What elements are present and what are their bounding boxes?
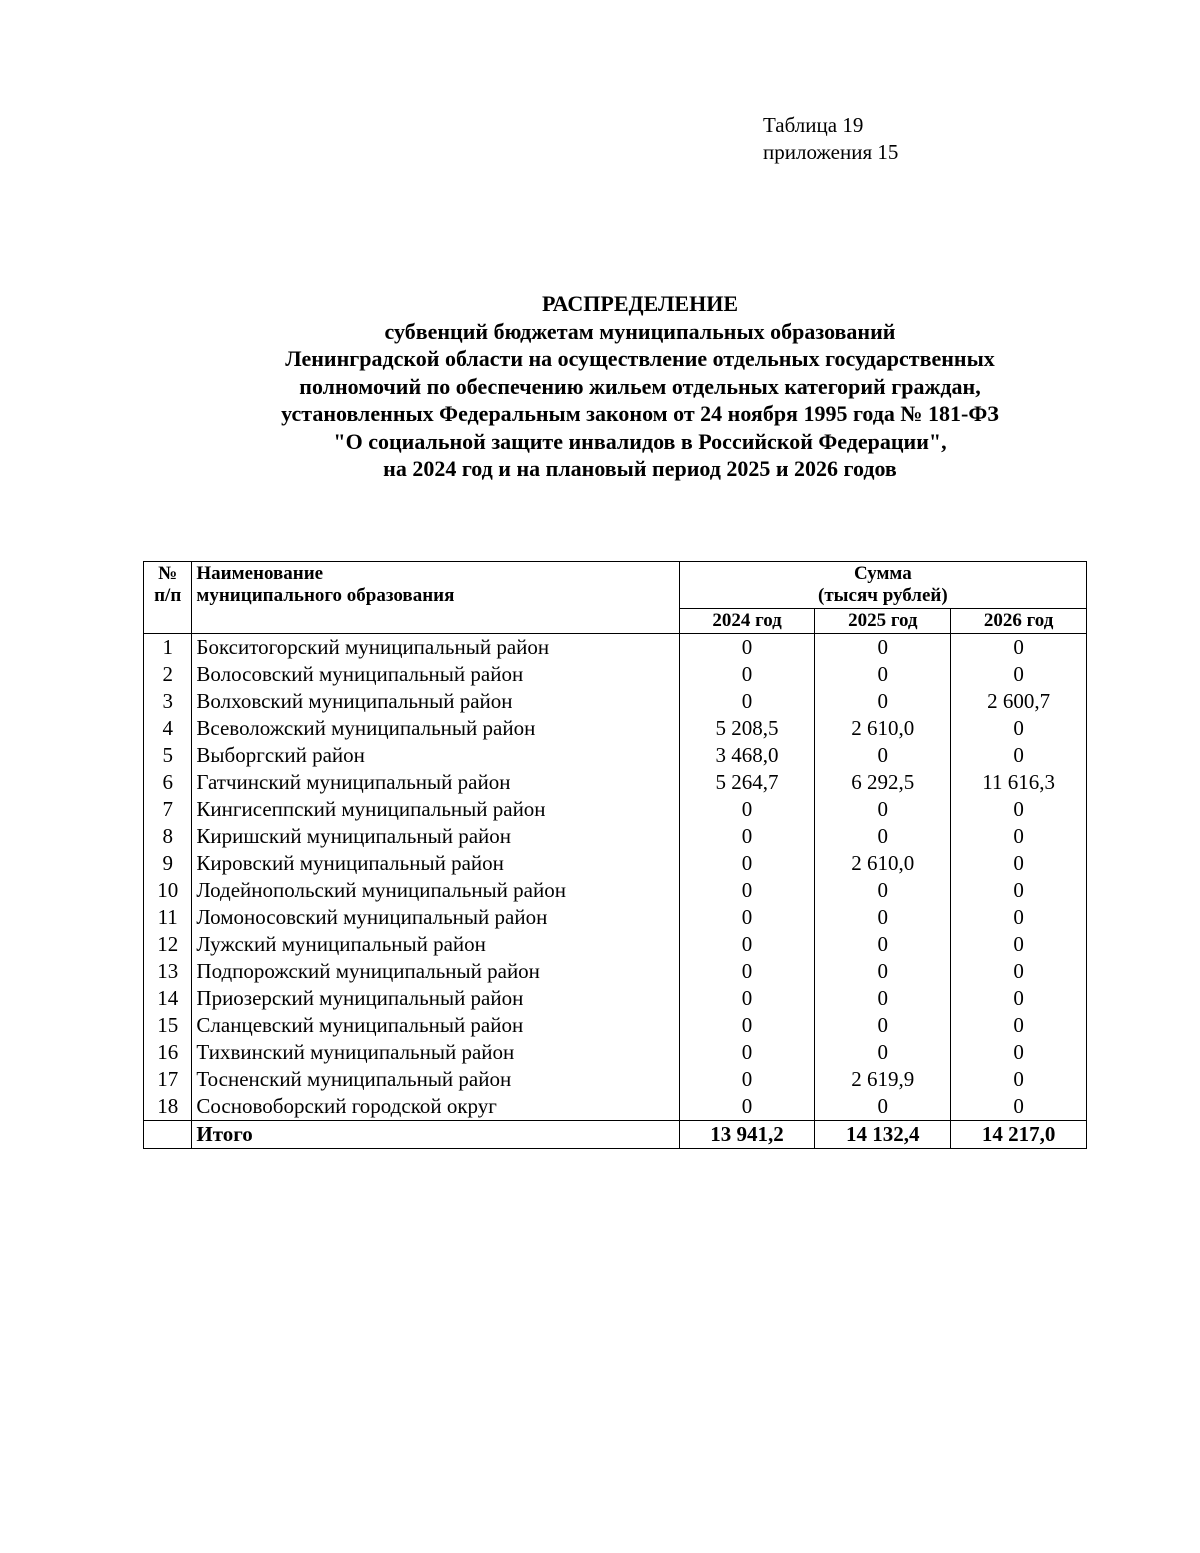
value-2025: 0: [815, 688, 951, 715]
title-line-5: установленных Федеральным законом от 24 ноября 1995 года № 181-ФЗ: [281, 401, 999, 426]
total-2024: 13 941,2: [679, 1121, 815, 1149]
value-2024: 0: [679, 850, 815, 877]
value-2026: 0: [951, 715, 1087, 742]
municipality-name: Кировский муниципальный район: [192, 850, 679, 877]
value-2025: 0: [815, 742, 951, 769]
municipality-name: Тосненский муниципальный район: [192, 1066, 679, 1093]
table-row: [144, 823, 1087, 850]
municipality-name: Сланцевский муниципальный район: [192, 1012, 679, 1039]
row-number: 6: [144, 769, 192, 796]
header-sum-line-1: Сумма: [853, 563, 912, 584]
municipality-name: Кингисеппский муниципальный район: [192, 796, 679, 823]
header-number: [144, 562, 192, 634]
value-2026: 0: [951, 1012, 1087, 1039]
total-number-cell: [144, 1121, 192, 1149]
value-2024: 3 468,0: [679, 742, 815, 769]
value-2025: 0: [815, 1093, 951, 1121]
row-number: 17: [144, 1066, 192, 1093]
municipality-name: Волосовский муниципальный район: [192, 661, 679, 688]
row-number: 7: [144, 796, 192, 823]
table-row: [144, 1039, 1087, 1066]
row-number: 2: [144, 661, 192, 688]
total-2026: 14 217,0: [951, 1121, 1087, 1149]
municipality-name: Ломоносовский муниципальный район: [192, 904, 679, 931]
value-2024: 0: [679, 661, 815, 688]
table-row: [144, 1066, 1087, 1093]
value-2024: 0: [679, 634, 815, 662]
value-2025: 2 610,0: [815, 850, 951, 877]
value-2024: 0: [679, 688, 815, 715]
row-number: 11: [144, 904, 192, 931]
row-number: 3: [144, 688, 192, 715]
table-row: [144, 742, 1087, 769]
municipality-name: Лодейнопольский муниципальный район: [192, 877, 679, 904]
row-number: 12: [144, 931, 192, 958]
value-2026: 0: [951, 958, 1087, 985]
municipality-name: Киришский муниципальный район: [192, 823, 679, 850]
appendix-number: приложения 15: [763, 140, 899, 164]
table-row: [144, 877, 1087, 904]
title-line-6: "О социальной защите инвалидов в Российской Федерации",: [333, 428, 947, 454]
value-2025: 0: [815, 796, 951, 823]
value-2024: 0: [679, 1066, 815, 1093]
municipality-name: Всеволожский муниципальный район: [192, 715, 679, 742]
row-number: 14: [144, 985, 192, 1012]
table-row: [144, 958, 1087, 985]
value-2025: 0: [815, 985, 951, 1012]
row-number: 18: [144, 1093, 192, 1121]
value-2025: 2 619,9: [815, 1066, 951, 1093]
municipality-name: Сосновоборский городской округ: [192, 1093, 679, 1121]
title-line-2: субвенций бюджетам муниципальных образований: [384, 318, 896, 344]
value-2025: 0: [815, 823, 951, 850]
value-2025: 0: [815, 904, 951, 931]
total-row: [144, 1121, 1087, 1149]
header-year-2026: 2026 год: [951, 609, 1087, 634]
header-name: [192, 562, 679, 634]
municipality-name: Волховский муниципальный район: [192, 688, 679, 715]
value-2026: 0: [951, 985, 1087, 1012]
value-2024: 0: [679, 823, 815, 850]
title-line-3: Ленинградской области на осуществление отдельных государственных: [285, 346, 995, 371]
title-line-1: РАСПРЕДЕЛЕНИЕ: [541, 291, 738, 316]
table-row: [144, 985, 1087, 1012]
value-2024: 0: [679, 931, 815, 958]
table-row: [144, 769, 1087, 796]
value-2026: 2 600,7: [951, 688, 1087, 715]
header-name-line-2: муниципального образования: [196, 585, 455, 606]
row-number: 15: [144, 1012, 192, 1039]
value-2026: 0: [951, 742, 1087, 769]
distribution-table: [143, 561, 1087, 1149]
table-row: [144, 931, 1087, 958]
value-2024: 0: [679, 904, 815, 931]
value-2024: 0: [679, 985, 815, 1012]
table-row: [144, 796, 1087, 823]
municipality-name: Лужский муниципальный район: [192, 931, 679, 958]
row-number: 10: [144, 877, 192, 904]
row-number: 13: [144, 958, 192, 985]
table-row: [144, 661, 1087, 688]
value-2025: 0: [815, 1012, 951, 1039]
header-year-2024: 2024 год: [679, 609, 815, 634]
value-2025: 6 292,5: [815, 769, 951, 796]
title-line-7: на 2024 год и на плановый период 2025 и 2026 годов: [383, 456, 897, 481]
municipality-name: Бокситогорский муниципальный район: [192, 634, 679, 662]
table-row: [144, 904, 1087, 931]
municipality-name: Подпорожский муниципальный район: [192, 958, 679, 985]
value-2026: 0: [951, 1039, 1087, 1066]
municipality-name: Приозерский муниципальный район: [192, 985, 679, 1012]
row-number: 9: [144, 850, 192, 877]
row-number: 5: [144, 742, 192, 769]
municipality-name: Гатчинский муниципальный район: [192, 769, 679, 796]
row-number: 8: [144, 823, 192, 850]
table-row: [144, 688, 1087, 715]
value-2024: 5 208,5: [679, 715, 815, 742]
value-2025: 2 610,0: [815, 715, 951, 742]
table-row: [144, 850, 1087, 877]
value-2024: 0: [679, 1093, 815, 1121]
value-2025: 0: [815, 1039, 951, 1066]
value-2026: 0: [951, 877, 1087, 904]
value-2026: 0: [951, 823, 1087, 850]
value-2024: 0: [679, 1039, 815, 1066]
value-2026: 0: [951, 904, 1087, 931]
header-year-2025: 2025 год: [815, 609, 951, 634]
value-2026: 0: [951, 661, 1087, 688]
value-2026: 0: [951, 1093, 1087, 1121]
value-2024: 0: [679, 958, 815, 985]
value-2025: 0: [815, 661, 951, 688]
row-number: 16: [144, 1039, 192, 1066]
table-row: [144, 634, 1087, 662]
table-row: [144, 715, 1087, 742]
value-2025: 0: [815, 634, 951, 662]
header-number-line-2: п/п: [154, 585, 182, 606]
table-row: [144, 1093, 1087, 1121]
value-2026: 0: [951, 796, 1087, 823]
value-2024: 0: [679, 796, 815, 823]
header-sum: [679, 562, 1086, 609]
table-row: [144, 1012, 1087, 1039]
total-label: Итого: [192, 1121, 679, 1149]
total-2025: 14 132,4: [815, 1121, 951, 1149]
table-number: Таблица 19: [763, 113, 864, 137]
value-2024: 0: [679, 1012, 815, 1039]
value-2024: 0: [679, 877, 815, 904]
document-title: [0, 290, 1200, 483]
value-2026: 0: [951, 1066, 1087, 1093]
value-2026: 11 616,3: [951, 769, 1087, 796]
title-line-4: полномочий по обеспечению жильем отдельных категорий граждан,: [299, 373, 981, 399]
row-number: 4: [144, 715, 192, 742]
table-body: [144, 634, 1087, 1149]
municipality-name: Тихвинский муниципальный район: [192, 1039, 679, 1066]
value-2025: 0: [815, 877, 951, 904]
value-2025: 0: [815, 958, 951, 985]
value-2024: 5 264,7: [679, 769, 815, 796]
row-number: 1: [144, 634, 192, 662]
header-number-line-1: №: [158, 563, 178, 584]
header-name-line-1: Наименование: [196, 563, 324, 584]
header-sum-line-2: (тысяч рублей): [818, 585, 948, 606]
value-2026: 0: [951, 634, 1087, 662]
municipality-name: Выборгский район: [192, 742, 679, 769]
appendix-reference: [763, 112, 898, 166]
value-2026: 0: [951, 931, 1087, 958]
value-2025: 0: [815, 931, 951, 958]
value-2026: 0: [951, 850, 1087, 877]
